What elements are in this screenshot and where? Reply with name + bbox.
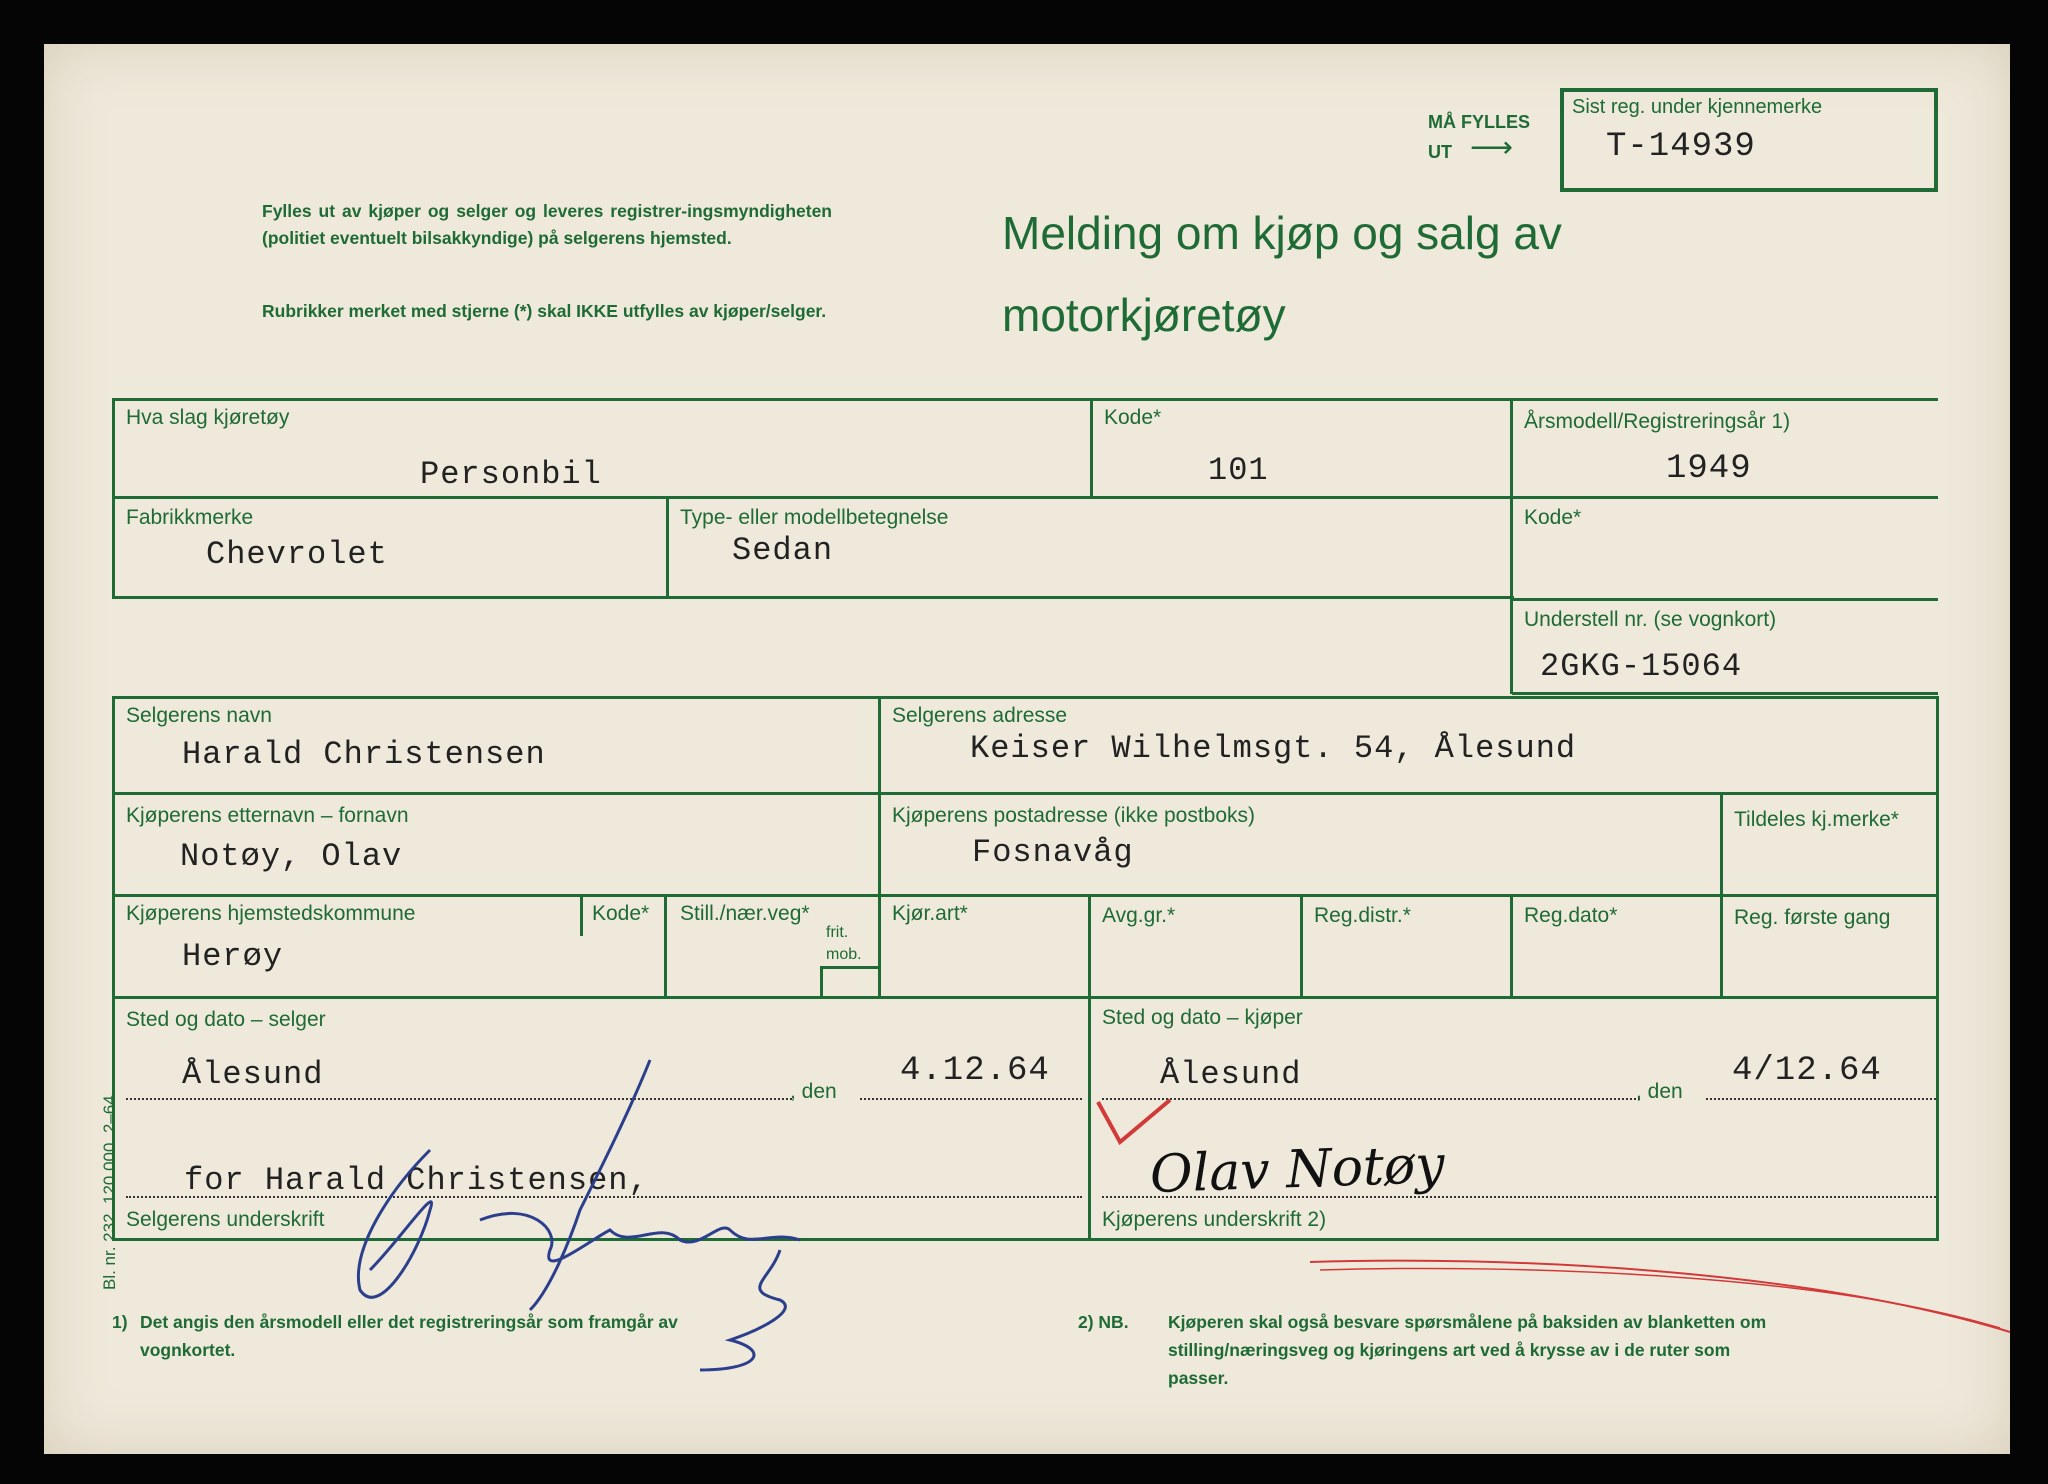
buyer-date-value: 4/12.64 xyxy=(1732,1052,1882,1090)
footnote-2-num: 2) NB. xyxy=(1078,1312,1129,1332)
buyer-place-label: Sted og dato – kjøper xyxy=(1102,1006,1303,1029)
rule xyxy=(820,966,823,996)
plate-assign-label: Tildeles kj.merke* xyxy=(1734,808,1899,831)
chassis-label: Understell nr. (se vognkort) xyxy=(1524,608,1777,631)
seller-name-value: Harald Christensen xyxy=(182,736,546,773)
rule xyxy=(112,398,1938,401)
vehicle-type-value: Personbil xyxy=(420,456,602,493)
rule xyxy=(1510,896,1513,996)
rule xyxy=(112,996,1938,999)
red-cross-mark xyxy=(1090,1090,1180,1150)
seller-date-dots xyxy=(860,1098,1082,1100)
rule xyxy=(1510,398,1513,694)
regdato-label: Reg.dato* xyxy=(1524,904,1618,927)
instructions-2: Rubrikker merket med stjerne (*) skal IKKE utfylles av kjøper/selger. xyxy=(262,301,827,321)
model-value: Sedan xyxy=(732,532,834,569)
buyer-place-value: Ålesund xyxy=(1160,1056,1302,1093)
seller-place-label: Sted og dato – selger xyxy=(126,1008,326,1031)
make-label: Fabrikkmerke xyxy=(126,506,254,529)
seller-place-value: Ålesund xyxy=(182,1056,324,1093)
form-title-line2: motorkjøretøy xyxy=(1002,289,1286,341)
rule xyxy=(1720,794,1723,996)
rule xyxy=(1088,896,1091,996)
form-title-line1: Melding om kjøp og salg av xyxy=(1002,207,1562,259)
seller-date-value: 4.12.64 xyxy=(900,1052,1050,1090)
buyer-signature-script: Olav Notøy xyxy=(1149,1134,1446,1206)
kode-label: Kode* xyxy=(592,902,650,925)
regdistr-label: Reg.distr.* xyxy=(1314,904,1411,927)
kjor-label: Kjør.art* xyxy=(892,902,968,925)
buyer-place-dots xyxy=(1102,1098,1640,1100)
side-print: Bl. nr. 232. 120 000. 2–64. xyxy=(100,1090,119,1290)
instructions-1: Fylles ut av kjøper og selger og leveres registrer-ingsmyndigheten (politiet eventuelt bilsakkyndige) på selgerens hjemsted. xyxy=(262,201,832,248)
seller-for-text: for Harald Christensen, xyxy=(184,1162,649,1199)
vehicle-code-label: Kode* xyxy=(1104,406,1162,429)
last-reg-right-rule xyxy=(1934,88,1938,192)
avg-label: Avg.gr.* xyxy=(1102,904,1176,927)
rule xyxy=(1512,692,1938,695)
rule xyxy=(112,496,1938,499)
footnote-1: Det angis den årsmodell eller det registreringsår som framgår av vognkortet. xyxy=(140,1312,678,1360)
mob-label: mob. xyxy=(826,946,862,963)
last-reg-value: T-14939 xyxy=(1606,128,1756,166)
rule xyxy=(664,896,667,996)
rule xyxy=(112,792,1938,795)
must-fill-label: MÅ FYLLES xyxy=(1428,112,1530,132)
buyer-sig-label: Kjøperens underskrift 2) xyxy=(1102,1208,1327,1231)
model-label: Type- eller modellbetegnelse xyxy=(680,506,949,529)
make-value: Chevrolet xyxy=(206,536,388,573)
footnote-2: Kjøperen skal også besvare spørsmålene på baksiden av blanketten om stilling/næringsveg og kjøringens art ved å krysse av i de ruter som passer. xyxy=(1168,1312,1767,1388)
year-label: Årsmodell/Registreringsår 1) xyxy=(1524,410,1791,433)
buyer-name-label: Kjøperens etternavn – fornavn xyxy=(126,804,409,827)
arrow-right-icon: ⟶ xyxy=(1470,131,1514,164)
chassis-value: 2GKG-15064 xyxy=(1540,648,1743,685)
rule xyxy=(112,894,1938,897)
municipality-value: Herøy xyxy=(182,938,284,975)
den-1: , den xyxy=(790,1080,837,1103)
rule xyxy=(112,398,115,598)
last-reg-label: Sist reg. under kjennemerke xyxy=(1572,96,1823,118)
year-value: 1949 xyxy=(1666,450,1752,488)
rule xyxy=(112,696,1938,699)
rule xyxy=(112,596,1514,599)
rule xyxy=(666,496,669,598)
buyer-address-label: Kjøperens postadresse (ikke postboks) xyxy=(892,804,1255,827)
vehicle-code-value: 101 xyxy=(1208,452,1269,489)
buyer-name-value: Notøy, Olav xyxy=(180,838,403,875)
seller-name-label: Selgerens navn xyxy=(126,704,272,727)
rule xyxy=(1090,398,1093,498)
rule xyxy=(878,696,881,996)
still-label: Still./nær.veg* xyxy=(680,902,810,925)
buyer-date-dots xyxy=(1706,1098,1936,1100)
footnote-1-num: 1) xyxy=(112,1312,128,1332)
code2-label: Kode* xyxy=(1524,506,1582,529)
frit-label: frit. xyxy=(826,924,849,941)
rule xyxy=(580,896,583,936)
municipality-label: Kjøperens hjemstedskommune xyxy=(126,902,416,925)
vehicle-type-label: Hva slag kjøretøy xyxy=(126,406,290,429)
den-2: , den xyxy=(1636,1080,1683,1103)
seller-address-value: Keiser Wilhelmsgt. 54, Ålesund xyxy=(970,730,1577,767)
rule xyxy=(1512,598,1938,601)
rule xyxy=(1936,696,1939,1241)
buyer-address-value: Fosnavåg xyxy=(972,834,1134,871)
rule xyxy=(820,966,880,969)
regfirst-label: Reg. første gang xyxy=(1734,906,1891,929)
rule xyxy=(1300,896,1303,996)
last-reg-top-rule xyxy=(1560,88,1938,92)
seller-sig-label: Selgerens underskrift xyxy=(126,1208,325,1231)
seller-address-label: Selgerens adresse xyxy=(892,704,1068,727)
must-fill-ut: UT xyxy=(1428,142,1452,162)
